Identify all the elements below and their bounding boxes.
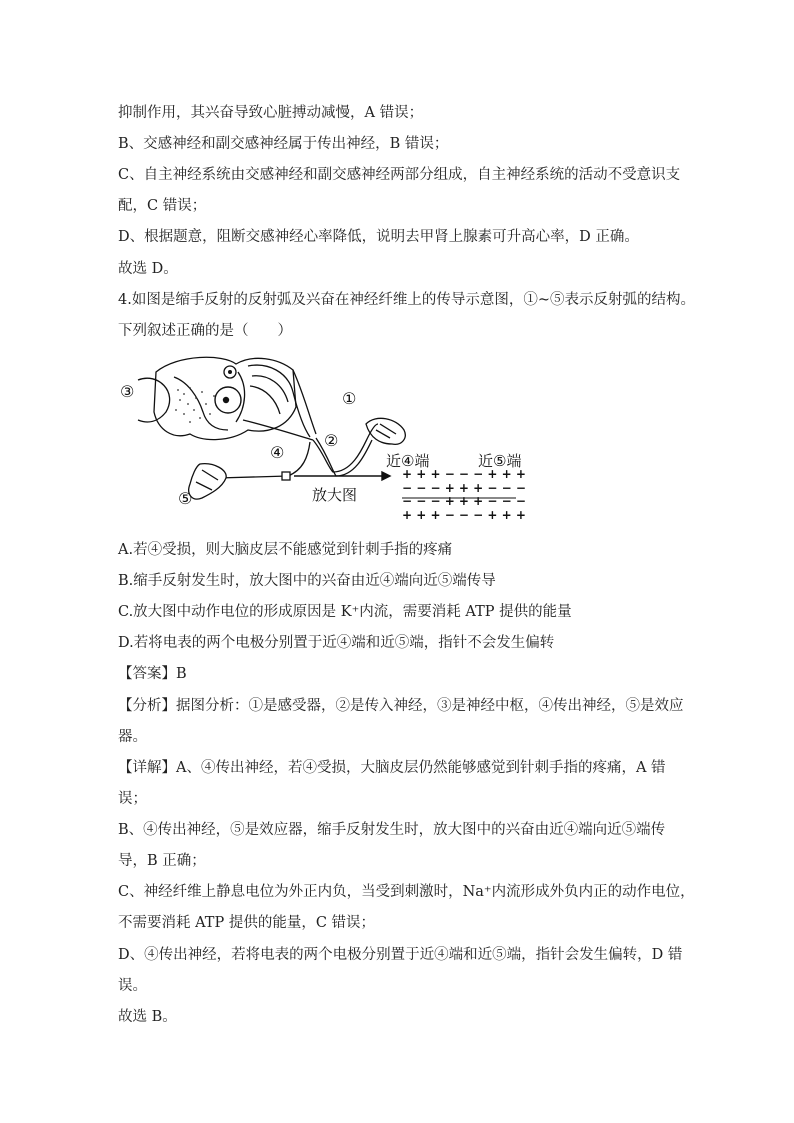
label-4: ④ [270, 443, 285, 462]
option-c: C.放大图中动作电位的形成原因是 K⁺内流，需要消耗 ATP 提供的能量 [118, 604, 572, 620]
text-line: 配，C 错误； [118, 198, 207, 214]
reflex-arc-figure [118, 352, 538, 532]
reflex-arc-diagram [118, 352, 538, 532]
label-5: ⑤ [178, 489, 193, 508]
detail-line: 误。 [118, 978, 147, 994]
detail-line: D、④传出神经，若将电表的两个电极分别置于近④端和近⑤端，指针会发生偏转，D 错 [118, 947, 683, 963]
option-b: B.缩手反射发生时，放大图中的兴奋由近④端向近⑤端传导 [118, 573, 496, 589]
option-d: D.若将电表的两个电极分别置于近④端和近⑤端，指针不会发生偏转 [118, 635, 555, 651]
label-3: ③ [120, 382, 135, 401]
nerve-segment-box [282, 472, 290, 480]
near4-label: 近④端 [386, 452, 430, 470]
text-line: 故选 D。 [118, 261, 178, 277]
grey-matter-dots [175, 387, 215, 423]
near5-label: 近⑤端 [478, 452, 522, 470]
detail-line: 误； [118, 791, 147, 807]
effector-muscle [189, 464, 226, 499]
detail-line: 导，B 正确； [118, 853, 206, 869]
text-line: B、交感神经和副交感神经属于传出神经，B 错误； [118, 136, 449, 152]
afferent-nerve [313, 424, 378, 476]
ganglion-nucleus [223, 397, 229, 403]
label-2: ② [324, 431, 339, 450]
detail-line: 【详解】A、④传出神经，若④受损，大脑皮层仍然能够感觉到针刺手指的疼痛，A 错 [118, 760, 666, 776]
magnify-arrow [294, 472, 390, 480]
text-line: 抑制作用，其兴奋导致心脏搏动减慢，A 错误； [118, 105, 424, 121]
charge-row: − − − + + + − − − [402, 494, 526, 508]
label-1: ① [342, 389, 357, 408]
charge-row: − − − + + + − − − [402, 481, 526, 495]
detail-line: C、神经纤维上静息电位为外正内负，当受到刺激时，Na⁺内流形成外负内正的动作电位， [118, 884, 695, 900]
analysis-line: 器。 [118, 729, 147, 745]
question-stem: 下列叙述正确的是（ ） [118, 323, 292, 339]
text-line: D、根据题意，阻断交感神经心率降低，说明去甲肾上腺素可升高心率，D 正确。 [118, 229, 639, 245]
analysis-line: 【分析】据图分析：①是感受器，②是传入神经，③是神经中枢，④传出神经，⑤是效应 [118, 698, 684, 714]
question-stem: 4.如图是缩手反射的反射弧及兴奋在神经纤维上的传导示意图，①~⑤表示反射弧的结构。 [118, 292, 695, 308]
conclusion-line: 故选 B。 [118, 1009, 177, 1025]
detail-line: B、④传出神经，⑤是效应器，缩手反射发生时，放大图中的兴奋由近④端向近⑤端传 [118, 822, 666, 838]
option-a: A.若④受损，则大脑皮层不能感觉到针刺手指的疼痛 [118, 542, 453, 558]
text-line: C、自主神经系统由交感神经和副交感神经两部分组成，自主神经系统的活动不受意识支 [118, 167, 681, 183]
nerve-root [243, 365, 316, 440]
answer-line: 【答案】B [118, 666, 187, 682]
charge-row: + + + − − − + + + [402, 467, 526, 481]
charge-row: + + + − − − + + + [402, 508, 526, 522]
detail-line: 不需要消耗 ATP 提供的能量，C 错误； [118, 915, 376, 931]
magnified-label: 放大图 [312, 486, 358, 504]
